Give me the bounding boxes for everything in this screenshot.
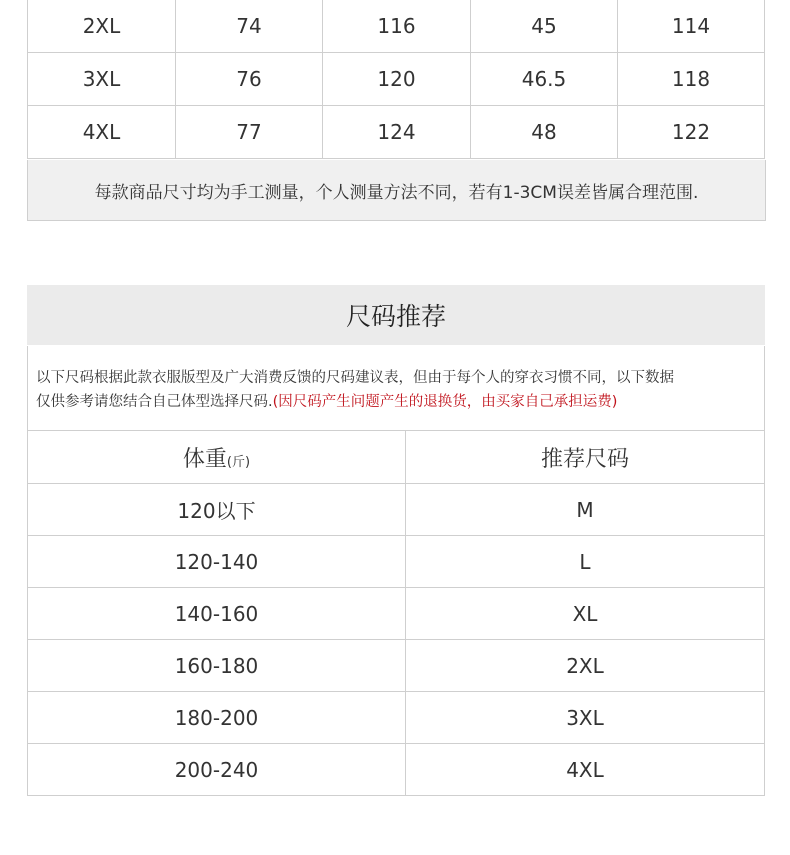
weight-cell: 120以下 — [28, 484, 406, 536]
size-cell: 4XL — [28, 106, 176, 159]
size-cell: 3XL — [28, 53, 176, 106]
table-row — [28, 640, 765, 692]
weight-cell: 120-140 — [28, 536, 406, 588]
description-text: 仅供参考请您结合自己体型选择尺码. — [36, 394, 273, 410]
description-line: 以下尺码根据此款衣服版型及广大消费反馈的尺码建议表，但由于每个人的穿衣习惯不同，以下数据 — [36, 370, 674, 386]
measure-cell: 124 — [323, 106, 471, 159]
table-row — [28, 0, 765, 53]
size-cell: L — [406, 536, 765, 588]
size-header: 推荐尺码 — [406, 431, 765, 484]
table-row — [28, 536, 765, 588]
size-cell: M — [406, 484, 765, 536]
size-cell: XL — [406, 588, 765, 640]
weight-cell: 180-200 — [28, 692, 406, 744]
measurement-note: 每款商品尺寸均为手工测量，个人测量方法不同，若有1-3CM误差皆属合理范围. — [27, 160, 766, 221]
table-row — [28, 53, 765, 106]
measure-cell: 116 — [323, 0, 471, 53]
table-row — [28, 106, 765, 159]
weight-header-label: 体重 — [182, 446, 227, 472]
table-row — [28, 484, 765, 536]
measure-cell: 122 — [618, 106, 765, 159]
table-row — [28, 692, 765, 744]
size-table — [27, 0, 765, 159]
return-policy-note: (因尺码产生问题产生的退换货，由买家自己承担运费) — [272, 394, 618, 410]
weight-unit: (斤) — [226, 454, 251, 470]
size-cell: 4XL — [406, 744, 765, 796]
measure-cell: 45 — [471, 0, 618, 53]
measure-cell: 77 — [176, 106, 323, 159]
size-cell: 2XL — [28, 0, 176, 53]
measure-cell: 114 — [618, 0, 765, 53]
size-cell: 3XL — [406, 692, 765, 744]
size-cell: 2XL — [406, 640, 765, 692]
weight-cell: 140-160 — [28, 588, 406, 640]
recommendation-title: 尺码推荐 — [27, 285, 765, 345]
weight-cell: 160-180 — [28, 640, 406, 692]
measure-cell: 46.5 — [471, 53, 618, 106]
recommendation-description — [27, 346, 765, 430]
weight-cell: 200-240 — [28, 744, 406, 796]
table-header-row — [28, 431, 765, 484]
measure-cell: 74 — [176, 0, 323, 53]
measure-cell: 118 — [618, 53, 765, 106]
table-row — [28, 588, 765, 640]
measure-cell: 120 — [323, 53, 471, 106]
description-line — [36, 390, 764, 414]
table-row — [28, 744, 765, 796]
weight-header — [28, 431, 406, 484]
recommendation-table — [27, 430, 765, 796]
measure-cell: 48 — [471, 106, 618, 159]
measure-cell: 76 — [176, 53, 323, 106]
